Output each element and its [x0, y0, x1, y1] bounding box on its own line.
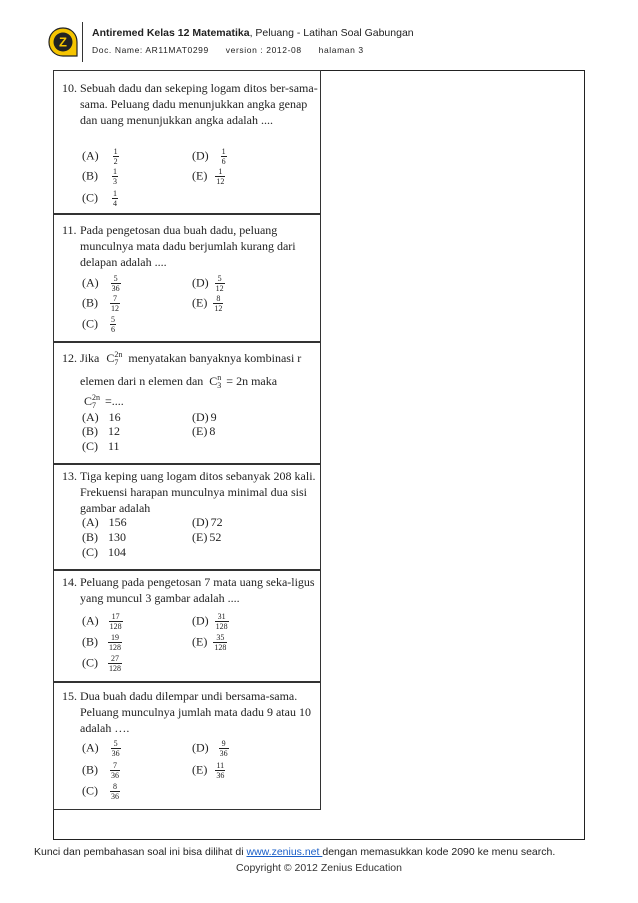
copyright: Copyright © 2012 Zenius Education — [236, 862, 402, 874]
question-text: Sebuah dadu dan sekeping logam ditos ber-sama-sama. Peluang dadu menunjukkan angka genap dan uang menunjukkan angka adalah .... — [80, 81, 318, 127]
option-b[interactable]: (B) 12 — [82, 424, 120, 438]
question-number: 14. — [62, 575, 77, 589]
question-line-1: Jika C 2n 7 menyatakan banyaknya kombinasi r — [80, 350, 302, 368]
option-e[interactable]: (E) 52 — [192, 530, 222, 544]
option-e[interactable]: (E) 8 — [192, 424, 216, 438]
question-number: 12. — [62, 351, 77, 365]
option-d[interactable]: (D) $\frac{9}{36}$ — [192, 739, 228, 758]
zenius-logo — [48, 27, 78, 57]
option-d[interactable]: (D) 72 — [192, 515, 223, 529]
option-c[interactable]: (C) $\frac{8}{36}$ — [82, 782, 119, 801]
question-number: 11. — [62, 223, 77, 237]
option-a[interactable]: (A) 156 — [82, 515, 127, 529]
option-d[interactable]: (D) $\frac{5}{12}$ — [192, 274, 224, 293]
question-15 — [62, 688, 322, 736]
option-e[interactable]: (E) $\frac{1}{12}$ — [192, 167, 225, 186]
combination-symbol: C 2n 7 — [84, 393, 101, 411]
title-bold: Antiremed Kelas 12 Matematika — [92, 27, 250, 39]
option-c[interactable]: (C) $\frac{27}{128}$ — [82, 654, 121, 673]
question-12-line-2: elemen dari n elemen dan C n 3 = 2n maka — [80, 373, 278, 391]
option-a[interactable]: (A) $\frac{17}{128}$ — [82, 612, 122, 631]
option-c[interactable]: (C) 11 — [82, 439, 120, 453]
option-e[interactable]: (E) $\frac{11}{36}$ — [192, 761, 225, 780]
option-b[interactable]: (B) $\frac{7}{36}$ — [82, 761, 119, 780]
question-14 — [62, 574, 322, 606]
question-number: 13. — [62, 469, 77, 483]
question-13 — [62, 468, 322, 516]
doc-name: Doc. Name: AR11MAT0299 — [92, 45, 209, 55]
question-12-line-3: C 2n 7 =.... — [84, 393, 124, 411]
option-d[interactable]: (D) $\frac{1}{6}$ — [192, 147, 226, 166]
option-a[interactable]: (A) $\frac{1}{2}$ — [82, 147, 118, 166]
document-meta — [92, 45, 378, 55]
combination-symbol: C n 3 — [209, 373, 222, 391]
option-b[interactable]: (B) $\frac{19}{128}$ — [82, 633, 121, 652]
option-b[interactable]: (B) $\frac{1}{3}$ — [82, 167, 117, 186]
option-d[interactable]: (D) 9 — [192, 410, 217, 424]
combination-symbol: C 2n 7 — [106, 350, 123, 368]
question-text: Pada pengetosan dua buah dadu, peluang munculnya mata dadu berjumlah kurang dari delapan adalah .... — [80, 223, 296, 269]
option-e[interactable]: (E) $\frac{8}{12}$ — [192, 294, 223, 313]
doc-version: version : 2012-08 — [225, 45, 302, 55]
option-d[interactable]: (D) $\frac{31}{128}$ — [192, 612, 228, 631]
question-10 — [62, 80, 322, 128]
option-c[interactable]: (C) $\frac{1}{4}$ — [82, 189, 117, 208]
option-b[interactable]: (B) 130 — [82, 530, 126, 544]
question-11 — [62, 222, 322, 270]
question-text: Peluang pada pengetosan 7 mata uang seka-ligus yang muncul 3 gambar adalah .... — [80, 575, 315, 605]
option-a[interactable]: (A) 16 — [82, 410, 121, 424]
option-a[interactable]: (A) $\frac{5}{36}$ — [82, 274, 120, 293]
option-c[interactable]: (C) 104 — [82, 545, 126, 559]
question-text: Tiga keping uang logam ditos sebanyak 208 kali. Frekuensi harapan munculnya minimal dua sisi gambar adalah — [80, 469, 316, 515]
option-b[interactable]: (B) $\frac{7}{12}$ — [82, 294, 119, 313]
page-number: halaman 3 — [318, 45, 364, 55]
question-text: Dua buah dadu dilempar undi bersama-sama. Peluang munculnya jumlah mata dadu 9 atau 10 adalah …. — [80, 689, 311, 735]
title-rest: , Peluang - Latihan Soal Gabungan — [249, 27, 414, 39]
document-title — [92, 27, 414, 39]
option-e[interactable]: (E) $\frac{35}{128}$ — [192, 633, 227, 652]
option-c[interactable]: (C) $\frac{5}{6}$ — [82, 315, 115, 334]
option-a[interactable]: (A) $\frac{5}{36}$ — [82, 739, 120, 758]
header-divider — [82, 22, 83, 62]
zenius-link[interactable]: www.zenius.net — [246, 846, 323, 858]
question-number: 10. — [62, 81, 77, 95]
footer-note: Kunci dan pembahasan soal ini bisa dilihat di www.zenius.net dengan memasukkan kode 2090 ke menu search. — [34, 846, 556, 858]
question-number: 15. — [62, 689, 77, 703]
question-12 — [62, 350, 322, 367]
logo-letter: Z — [59, 34, 67, 50]
